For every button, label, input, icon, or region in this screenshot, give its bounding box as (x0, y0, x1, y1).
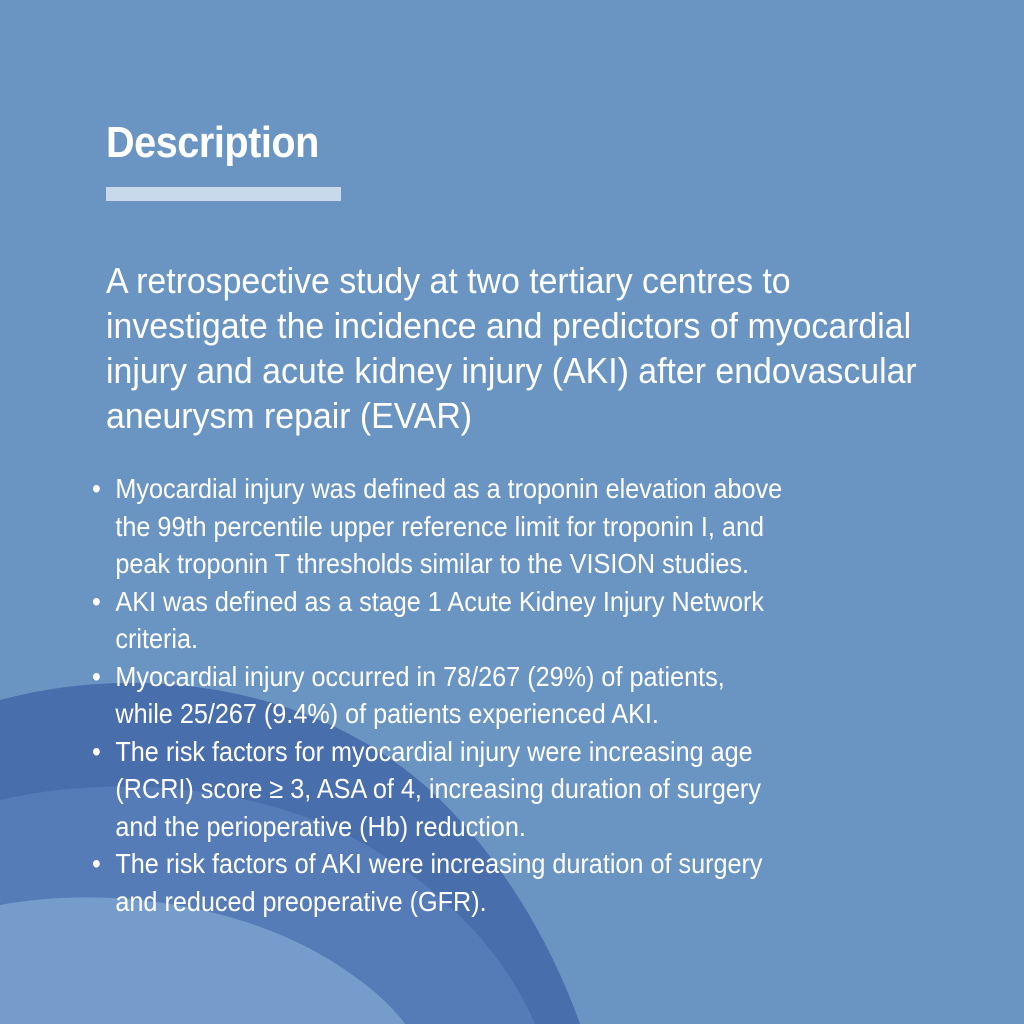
list-item-line: The risk factors for myocardial injury were increasing age (115, 735, 753, 767)
bullet-icon: • (92, 735, 101, 767)
findings-list (92, 470, 902, 920)
list-item-text (115, 470, 902, 583)
bullet-icon: • (92, 585, 101, 617)
bullet-icon: • (92, 473, 101, 504)
list-item (92, 845, 902, 920)
page-title: Description (106, 118, 319, 167)
list-item-line: peak troponin T thresholds similar to the VISION studies. (115, 548, 749, 579)
list-item-line: the 99th percentile upper reference limit for troponin I, and (115, 510, 764, 542)
study-summary: A retrospective study at two tertiary centres to investigate the incidence and predictors of myocardial injury and acute kidney injury (AKI) after endovascular aneurysm repair (EVAR) (106, 260, 917, 436)
list-item-text (115, 733, 902, 846)
list-item-line: while 25/267 (9.4%) of patients experienced AKI. (115, 698, 659, 729)
list-item-line: The risk factors of AKI were increasing duration of surgery (115, 848, 763, 879)
list-item (92, 658, 902, 733)
list-item-line: and reduced preoperative (GFR). (115, 885, 487, 917)
list-item-text (115, 583, 902, 658)
bullet-icon: • (92, 848, 101, 879)
bullet-icon: • (92, 660, 101, 692)
title-underline (106, 187, 341, 201)
list-item-line: Myocardial injury occurred in 78/267 (29%) of patients, (115, 660, 725, 692)
list-item-line: Myocardial injury was defined as a troponin elevation above (115, 473, 783, 504)
list-item-text (115, 845, 902, 920)
list-item-line: AKI was defined as a stage 1 Acute Kidney Injury Network (115, 585, 764, 617)
list-item (92, 470, 902, 583)
list-item-text (115, 658, 902, 733)
list-item (92, 733, 902, 846)
list-item-line: and the perioperative (Hb) reduction. (115, 810, 526, 842)
list-item (92, 583, 902, 658)
list-item-line: (RCRI) score ≥ 3, ASA of 4, increasing duration of surgery (115, 773, 761, 804)
list-item-line: criteria. (115, 623, 199, 654)
